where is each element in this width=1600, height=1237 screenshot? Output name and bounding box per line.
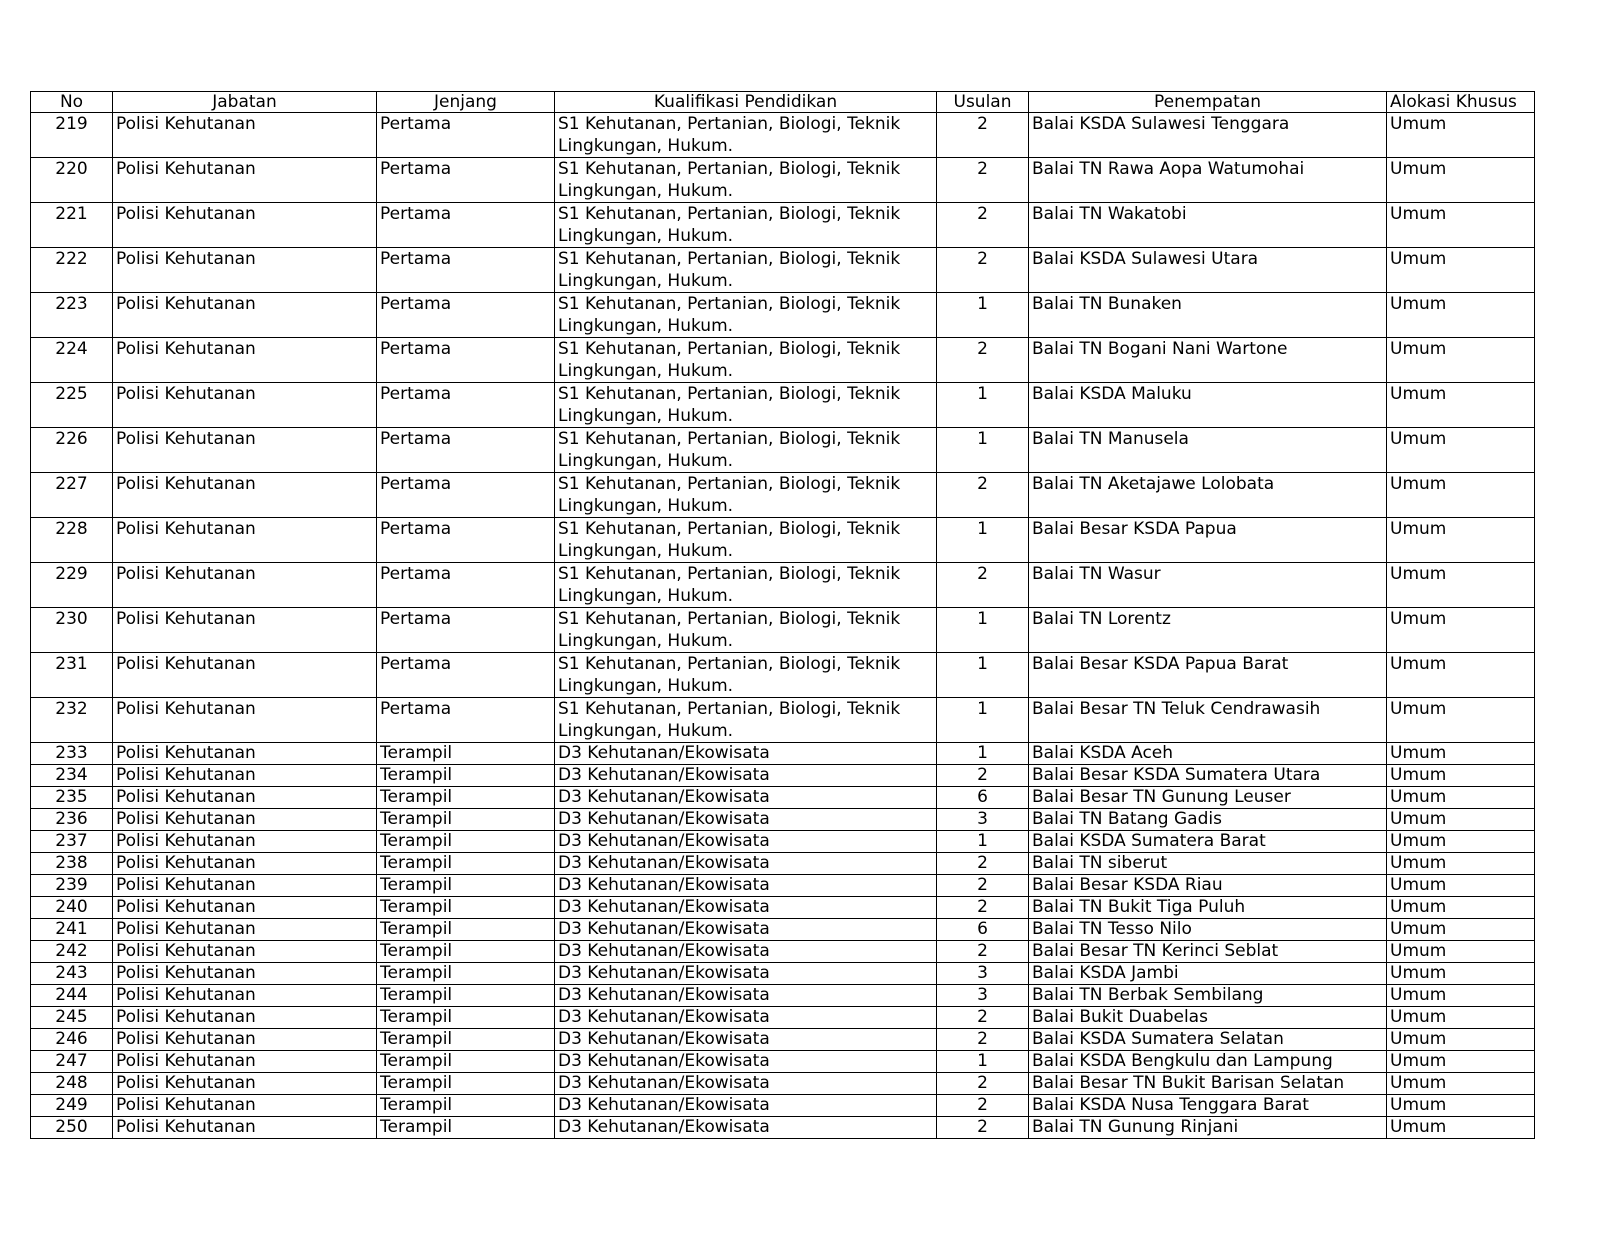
cell-jenjang: Terampil bbox=[377, 853, 555, 875]
cell-no: 221 bbox=[31, 203, 113, 248]
header-jenjang: Jenjang bbox=[377, 92, 555, 113]
cell-kualifikasi: D3 Kehutanan/Ekowisata bbox=[555, 919, 937, 941]
cell-usulan: 1 bbox=[937, 428, 1029, 473]
cell-alokasi: Umum bbox=[1387, 919, 1535, 941]
cell-penempatan: Balai Besar TN Bukit Barisan Selatan bbox=[1029, 1073, 1387, 1095]
cell-penempatan: Balai TN Aketajawe Lolobata bbox=[1029, 473, 1387, 518]
cell-usulan: 2 bbox=[937, 158, 1029, 203]
cell-usulan: 1 bbox=[937, 383, 1029, 428]
cell-no: 239 bbox=[31, 875, 113, 897]
table-row bbox=[31, 1073, 1535, 1095]
cell-jabatan: Polisi Kehutanan bbox=[113, 765, 377, 787]
cell-kualifikasi: S1 Kehutanan, Pertanian, Biologi, Teknik Lingkungan, Hukum. bbox=[555, 698, 937, 743]
header-usulan: Usulan bbox=[937, 92, 1029, 113]
table-row bbox=[31, 203, 1535, 248]
table-header-row bbox=[31, 92, 1535, 113]
cell-no: 238 bbox=[31, 853, 113, 875]
table-row bbox=[31, 698, 1535, 743]
cell-alokasi: Umum bbox=[1387, 293, 1535, 338]
cell-kualifikasi: S1 Kehutanan, Pertanian, Biologi, Teknik Lingkungan, Hukum. bbox=[555, 293, 937, 338]
cell-penempatan: Balai TN Bogani Nani Wartone bbox=[1029, 338, 1387, 383]
cell-jabatan: Polisi Kehutanan bbox=[113, 743, 377, 765]
cell-kualifikasi: S1 Kehutanan, Pertanian, Biologi, Teknik Lingkungan, Hukum. bbox=[555, 248, 937, 293]
cell-no: 243 bbox=[31, 963, 113, 985]
table-row bbox=[31, 853, 1535, 875]
table-row bbox=[31, 831, 1535, 853]
table-row bbox=[31, 113, 1535, 158]
cell-alokasi: Umum bbox=[1387, 963, 1535, 985]
cell-usulan: 3 bbox=[937, 809, 1029, 831]
header-alokasi: Alokasi Khusus bbox=[1387, 92, 1535, 113]
cell-no: 244 bbox=[31, 985, 113, 1007]
cell-penempatan: Balai TN Lorentz bbox=[1029, 608, 1387, 653]
cell-jenjang: Pertama bbox=[377, 653, 555, 698]
cell-penempatan: Balai KSDA Nusa Tenggara Barat bbox=[1029, 1095, 1387, 1117]
cell-penempatan: Balai TN Bunaken bbox=[1029, 293, 1387, 338]
cell-jenjang: Terampil bbox=[377, 1095, 555, 1117]
table-row bbox=[31, 563, 1535, 608]
cell-usulan: 1 bbox=[937, 518, 1029, 563]
cell-jabatan: Polisi Kehutanan bbox=[113, 963, 377, 985]
table-row bbox=[31, 653, 1535, 698]
cell-alokasi: Umum bbox=[1387, 853, 1535, 875]
cell-jenjang: Terampil bbox=[377, 831, 555, 853]
cell-penempatan: Balai KSDA Aceh bbox=[1029, 743, 1387, 765]
cell-no: 236 bbox=[31, 809, 113, 831]
cell-no: 234 bbox=[31, 765, 113, 787]
cell-usulan: 2 bbox=[937, 248, 1029, 293]
cell-no: 226 bbox=[31, 428, 113, 473]
cell-jabatan: Polisi Kehutanan bbox=[113, 897, 377, 919]
cell-jenjang: Terampil bbox=[377, 963, 555, 985]
cell-jabatan: Polisi Kehutanan bbox=[113, 203, 377, 248]
cell-usulan: 1 bbox=[937, 608, 1029, 653]
cell-alokasi: Umum bbox=[1387, 338, 1535, 383]
cell-penempatan: Balai TN Tesso Nilo bbox=[1029, 919, 1387, 941]
cell-penempatan: Balai TN Batang Gadis bbox=[1029, 809, 1387, 831]
cell-usulan: 2 bbox=[937, 1073, 1029, 1095]
cell-no: 241 bbox=[31, 919, 113, 941]
cell-jenjang: Terampil bbox=[377, 1051, 555, 1073]
cell-jabatan: Polisi Kehutanan bbox=[113, 428, 377, 473]
cell-jenjang: Terampil bbox=[377, 1007, 555, 1029]
cell-jabatan: Polisi Kehutanan bbox=[113, 853, 377, 875]
table-row bbox=[31, 608, 1535, 653]
cell-usulan: 2 bbox=[937, 765, 1029, 787]
cell-no: 245 bbox=[31, 1007, 113, 1029]
cell-penempatan: Balai Besar KSDA Sumatera Utara bbox=[1029, 765, 1387, 787]
cell-jabatan: Polisi Kehutanan bbox=[113, 338, 377, 383]
cell-penempatan: Balai KSDA Jambi bbox=[1029, 963, 1387, 985]
cell-alokasi: Umum bbox=[1387, 941, 1535, 963]
cell-jenjang: Terampil bbox=[377, 765, 555, 787]
table-body bbox=[31, 113, 1535, 1139]
cell-jabatan: Polisi Kehutanan bbox=[113, 787, 377, 809]
cell-jenjang: Terampil bbox=[377, 1117, 555, 1139]
cell-kualifikasi: D3 Kehutanan/Ekowisata bbox=[555, 1029, 937, 1051]
cell-no: 220 bbox=[31, 158, 113, 203]
cell-kualifikasi: D3 Kehutanan/Ekowisata bbox=[555, 853, 937, 875]
cell-kualifikasi: S1 Kehutanan, Pertanian, Biologi, Teknik Lingkungan, Hukum. bbox=[555, 113, 937, 158]
cell-penempatan: Balai TN Manusela bbox=[1029, 428, 1387, 473]
cell-jenjang: Pertama bbox=[377, 518, 555, 563]
cell-jabatan: Polisi Kehutanan bbox=[113, 653, 377, 698]
cell-alokasi: Umum bbox=[1387, 765, 1535, 787]
cell-alokasi: Umum bbox=[1387, 563, 1535, 608]
cell-alokasi: Umum bbox=[1387, 698, 1535, 743]
cell-kualifikasi: S1 Kehutanan, Pertanian, Biologi, Teknik Lingkungan, Hukum. bbox=[555, 203, 937, 248]
cell-no: 240 bbox=[31, 897, 113, 919]
cell-alokasi: Umum bbox=[1387, 897, 1535, 919]
cell-alokasi: Umum bbox=[1387, 787, 1535, 809]
cell-alokasi: Umum bbox=[1387, 875, 1535, 897]
cell-jabatan: Polisi Kehutanan bbox=[113, 518, 377, 563]
cell-jenjang: Pertama bbox=[377, 293, 555, 338]
cell-no: 232 bbox=[31, 698, 113, 743]
cell-kualifikasi: D3 Kehutanan/Ekowisata bbox=[555, 875, 937, 897]
table-row bbox=[31, 985, 1535, 1007]
cell-alokasi: Umum bbox=[1387, 428, 1535, 473]
cell-usulan: 6 bbox=[937, 919, 1029, 941]
cell-usulan: 2 bbox=[937, 1029, 1029, 1051]
cell-jenjang: Pertama bbox=[377, 698, 555, 743]
cell-jabatan: Polisi Kehutanan bbox=[113, 1095, 377, 1117]
cell-no: 229 bbox=[31, 563, 113, 608]
cell-no: 248 bbox=[31, 1073, 113, 1095]
cell-penempatan: Balai Besar KSDA Riau bbox=[1029, 875, 1387, 897]
cell-jabatan: Polisi Kehutanan bbox=[113, 563, 377, 608]
cell-jabatan: Polisi Kehutanan bbox=[113, 985, 377, 1007]
cell-usulan: 3 bbox=[937, 963, 1029, 985]
cell-kualifikasi: D3 Kehutanan/Ekowisata bbox=[555, 743, 937, 765]
cell-jabatan: Polisi Kehutanan bbox=[113, 248, 377, 293]
cell-jenjang: Pertama bbox=[377, 608, 555, 653]
cell-usulan: 2 bbox=[937, 1117, 1029, 1139]
cell-penempatan: Balai Bukit Duabelas bbox=[1029, 1007, 1387, 1029]
cell-alokasi: Umum bbox=[1387, 985, 1535, 1007]
cell-penempatan: Balai TN siberut bbox=[1029, 853, 1387, 875]
cell-penempatan: Balai KSDA Sulawesi Tenggara bbox=[1029, 113, 1387, 158]
table-row bbox=[31, 963, 1535, 985]
cell-kualifikasi: D3 Kehutanan/Ekowisata bbox=[555, 985, 937, 1007]
cell-jenjang: Pertama bbox=[377, 428, 555, 473]
cell-jabatan: Polisi Kehutanan bbox=[113, 1117, 377, 1139]
cell-usulan: 1 bbox=[937, 1051, 1029, 1073]
cell-penempatan: Balai Besar TN Teluk Cendrawasih bbox=[1029, 698, 1387, 743]
cell-no: 242 bbox=[31, 941, 113, 963]
cell-jenjang: Pertama bbox=[377, 473, 555, 518]
table-row bbox=[31, 897, 1535, 919]
cell-jabatan: Polisi Kehutanan bbox=[113, 293, 377, 338]
cell-alokasi: Umum bbox=[1387, 1007, 1535, 1029]
cell-no: 237 bbox=[31, 831, 113, 853]
cell-usulan: 2 bbox=[937, 113, 1029, 158]
table-row bbox=[31, 473, 1535, 518]
header-jabatan: Jabatan bbox=[113, 92, 377, 113]
cell-usulan: 1 bbox=[937, 831, 1029, 853]
cell-kualifikasi: D3 Kehutanan/Ekowisata bbox=[555, 809, 937, 831]
table-row bbox=[31, 293, 1535, 338]
table-row bbox=[31, 743, 1535, 765]
cell-jabatan: Polisi Kehutanan bbox=[113, 1007, 377, 1029]
cell-jenjang: Pertama bbox=[377, 113, 555, 158]
cell-jenjang: Terampil bbox=[377, 1073, 555, 1095]
cell-usulan: 1 bbox=[937, 293, 1029, 338]
cell-jenjang: Pertama bbox=[377, 383, 555, 428]
cell-usulan: 2 bbox=[937, 897, 1029, 919]
cell-alokasi: Umum bbox=[1387, 518, 1535, 563]
table-row bbox=[31, 1095, 1535, 1117]
cell-kualifikasi: D3 Kehutanan/Ekowisata bbox=[555, 1073, 937, 1095]
cell-jenjang: Pertama bbox=[377, 248, 555, 293]
cell-usulan: 3 bbox=[937, 985, 1029, 1007]
cell-no: 227 bbox=[31, 473, 113, 518]
cell-penempatan: Balai Besar TN Gunung Leuser bbox=[1029, 787, 1387, 809]
cell-jenjang: Terampil bbox=[377, 919, 555, 941]
cell-no: 249 bbox=[31, 1095, 113, 1117]
table-row bbox=[31, 875, 1535, 897]
cell-kualifikasi: D3 Kehutanan/Ekowisata bbox=[555, 831, 937, 853]
cell-jabatan: Polisi Kehutanan bbox=[113, 608, 377, 653]
table-row bbox=[31, 518, 1535, 563]
table-row bbox=[31, 383, 1535, 428]
table-row bbox=[31, 1007, 1535, 1029]
cell-jenjang: Terampil bbox=[377, 985, 555, 1007]
cell-no: 233 bbox=[31, 743, 113, 765]
cell-jenjang: Terampil bbox=[377, 1029, 555, 1051]
cell-no: 223 bbox=[31, 293, 113, 338]
cell-jabatan: Polisi Kehutanan bbox=[113, 698, 377, 743]
cell-jabatan: Polisi Kehutanan bbox=[113, 941, 377, 963]
cell-jenjang: Pertama bbox=[377, 338, 555, 383]
cell-usulan: 2 bbox=[937, 941, 1029, 963]
table-row bbox=[31, 1117, 1535, 1139]
cell-no: 250 bbox=[31, 1117, 113, 1139]
cell-alokasi: Umum bbox=[1387, 831, 1535, 853]
cell-jabatan: Polisi Kehutanan bbox=[113, 875, 377, 897]
cell-no: 235 bbox=[31, 787, 113, 809]
cell-usulan: 2 bbox=[937, 1007, 1029, 1029]
cell-jabatan: Polisi Kehutanan bbox=[113, 1073, 377, 1095]
cell-usulan: 1 bbox=[937, 698, 1029, 743]
cell-no: 231 bbox=[31, 653, 113, 698]
cell-jenjang: Terampil bbox=[377, 743, 555, 765]
cell-alokasi: Umum bbox=[1387, 608, 1535, 653]
cell-kualifikasi: S1 Kehutanan, Pertanian, Biologi, Teknik Lingkungan, Hukum. bbox=[555, 563, 937, 608]
cell-kualifikasi: D3 Kehutanan/Ekowisata bbox=[555, 963, 937, 985]
cell-kualifikasi: S1 Kehutanan, Pertanian, Biologi, Teknik Lingkungan, Hukum. bbox=[555, 653, 937, 698]
cell-jenjang: Terampil bbox=[377, 897, 555, 919]
cell-penempatan: Balai KSDA Maluku bbox=[1029, 383, 1387, 428]
cell-alokasi: Umum bbox=[1387, 203, 1535, 248]
document-page bbox=[30, 91, 1534, 1139]
cell-jabatan: Polisi Kehutanan bbox=[113, 113, 377, 158]
cell-kualifikasi: S1 Kehutanan, Pertanian, Biologi, Teknik Lingkungan, Hukum. bbox=[555, 383, 937, 428]
cell-usulan: 2 bbox=[937, 563, 1029, 608]
cell-jabatan: Polisi Kehutanan bbox=[113, 1051, 377, 1073]
cell-alokasi: Umum bbox=[1387, 1029, 1535, 1051]
cell-alokasi: Umum bbox=[1387, 743, 1535, 765]
table-row bbox=[31, 787, 1535, 809]
cell-alokasi: Umum bbox=[1387, 113, 1535, 158]
formation-table bbox=[30, 91, 1535, 1139]
cell-alokasi: Umum bbox=[1387, 473, 1535, 518]
cell-jenjang: Pertama bbox=[377, 158, 555, 203]
cell-usulan: 2 bbox=[937, 875, 1029, 897]
cell-penempatan: Balai Besar KSDA Papua bbox=[1029, 518, 1387, 563]
table-row bbox=[31, 1051, 1535, 1073]
cell-usulan: 6 bbox=[937, 787, 1029, 809]
cell-no: 225 bbox=[31, 383, 113, 428]
cell-kualifikasi: S1 Kehutanan, Pertanian, Biologi, Teknik Lingkungan, Hukum. bbox=[555, 473, 937, 518]
cell-jenjang: Pertama bbox=[377, 563, 555, 608]
cell-jenjang: Pertama bbox=[377, 203, 555, 248]
cell-penempatan: Balai KSDA Sulawesi Utara bbox=[1029, 248, 1387, 293]
cell-usulan: 1 bbox=[937, 653, 1029, 698]
cell-no: 224 bbox=[31, 338, 113, 383]
cell-penempatan: Balai TN Rawa Aopa Watumohai bbox=[1029, 158, 1387, 203]
cell-penempatan: Balai TN Gunung Rinjani bbox=[1029, 1117, 1387, 1139]
cell-alokasi: Umum bbox=[1387, 653, 1535, 698]
cell-no: 228 bbox=[31, 518, 113, 563]
cell-kualifikasi: S1 Kehutanan, Pertanian, Biologi, Teknik Lingkungan, Hukum. bbox=[555, 428, 937, 473]
table-row bbox=[31, 338, 1535, 383]
cell-kualifikasi: S1 Kehutanan, Pertanian, Biologi, Teknik Lingkungan, Hukum. bbox=[555, 338, 937, 383]
cell-alokasi: Umum bbox=[1387, 1051, 1535, 1073]
cell-no: 230 bbox=[31, 608, 113, 653]
table-row bbox=[31, 158, 1535, 203]
cell-no: 219 bbox=[31, 113, 113, 158]
cell-kualifikasi: D3 Kehutanan/Ekowisata bbox=[555, 1117, 937, 1139]
cell-kualifikasi: D3 Kehutanan/Ekowisata bbox=[555, 1007, 937, 1029]
cell-kualifikasi: D3 Kehutanan/Ekowisata bbox=[555, 941, 937, 963]
cell-penempatan: Balai TN Wasur bbox=[1029, 563, 1387, 608]
cell-jabatan: Polisi Kehutanan bbox=[113, 919, 377, 941]
table-row bbox=[31, 919, 1535, 941]
cell-jenjang: Terampil bbox=[377, 787, 555, 809]
cell-alokasi: Umum bbox=[1387, 383, 1535, 428]
cell-kualifikasi: D3 Kehutanan/Ekowisata bbox=[555, 787, 937, 809]
header-penempatan: Penempatan bbox=[1029, 92, 1387, 113]
cell-usulan: 2 bbox=[937, 203, 1029, 248]
cell-kualifikasi: D3 Kehutanan/Ekowisata bbox=[555, 765, 937, 787]
header-no: No bbox=[31, 92, 113, 113]
cell-usulan: 2 bbox=[937, 473, 1029, 518]
cell-jabatan: Polisi Kehutanan bbox=[113, 158, 377, 203]
cell-alokasi: Umum bbox=[1387, 809, 1535, 831]
cell-jabatan: Polisi Kehutanan bbox=[113, 383, 377, 428]
table-row bbox=[31, 765, 1535, 787]
cell-jabatan: Polisi Kehutanan bbox=[113, 473, 377, 518]
cell-usulan: 1 bbox=[937, 743, 1029, 765]
cell-kualifikasi: D3 Kehutanan/Ekowisata bbox=[555, 1095, 937, 1117]
cell-penempatan: Balai TN Bukit Tiga Puluh bbox=[1029, 897, 1387, 919]
cell-kualifikasi: S1 Kehutanan, Pertanian, Biologi, Teknik Lingkungan, Hukum. bbox=[555, 158, 937, 203]
cell-alokasi: Umum bbox=[1387, 158, 1535, 203]
cell-jabatan: Polisi Kehutanan bbox=[113, 809, 377, 831]
cell-no: 247 bbox=[31, 1051, 113, 1073]
cell-alokasi: Umum bbox=[1387, 1117, 1535, 1139]
cell-jenjang: Terampil bbox=[377, 875, 555, 897]
header-kualifikasi: Kualifikasi Pendidikan bbox=[555, 92, 937, 113]
cell-alokasi: Umum bbox=[1387, 248, 1535, 293]
cell-no: 222 bbox=[31, 248, 113, 293]
cell-penempatan: Balai TN Wakatobi bbox=[1029, 203, 1387, 248]
cell-kualifikasi: S1 Kehutanan, Pertanian, Biologi, Teknik Lingkungan, Hukum. bbox=[555, 608, 937, 653]
cell-penempatan: Balai TN Berbak Sembilang bbox=[1029, 985, 1387, 1007]
cell-penempatan: Balai Besar KSDA Papua Barat bbox=[1029, 653, 1387, 698]
cell-jabatan: Polisi Kehutanan bbox=[113, 831, 377, 853]
cell-penempatan: Balai KSDA Bengkulu dan Lampung bbox=[1029, 1051, 1387, 1073]
cell-jenjang: Terampil bbox=[377, 809, 555, 831]
table-row bbox=[31, 809, 1535, 831]
table-row bbox=[31, 941, 1535, 963]
cell-no: 246 bbox=[31, 1029, 113, 1051]
cell-jabatan: Polisi Kehutanan bbox=[113, 1029, 377, 1051]
table-row bbox=[31, 248, 1535, 293]
table-row bbox=[31, 1029, 1535, 1051]
cell-penempatan: Balai Besar TN Kerinci Seblat bbox=[1029, 941, 1387, 963]
cell-kualifikasi: S1 Kehutanan, Pertanian, Biologi, Teknik Lingkungan, Hukum. bbox=[555, 518, 937, 563]
cell-usulan: 2 bbox=[937, 1095, 1029, 1117]
table-row bbox=[31, 428, 1535, 473]
cell-penempatan: Balai KSDA Sumatera Barat bbox=[1029, 831, 1387, 853]
cell-kualifikasi: D3 Kehutanan/Ekowisata bbox=[555, 1051, 937, 1073]
cell-usulan: 2 bbox=[937, 338, 1029, 383]
cell-usulan: 2 bbox=[937, 853, 1029, 875]
cell-jenjang: Terampil bbox=[377, 941, 555, 963]
cell-alokasi: Umum bbox=[1387, 1095, 1535, 1117]
cell-alokasi: Umum bbox=[1387, 1073, 1535, 1095]
cell-penempatan: Balai KSDA Sumatera Selatan bbox=[1029, 1029, 1387, 1051]
cell-kualifikasi: D3 Kehutanan/Ekowisata bbox=[555, 897, 937, 919]
